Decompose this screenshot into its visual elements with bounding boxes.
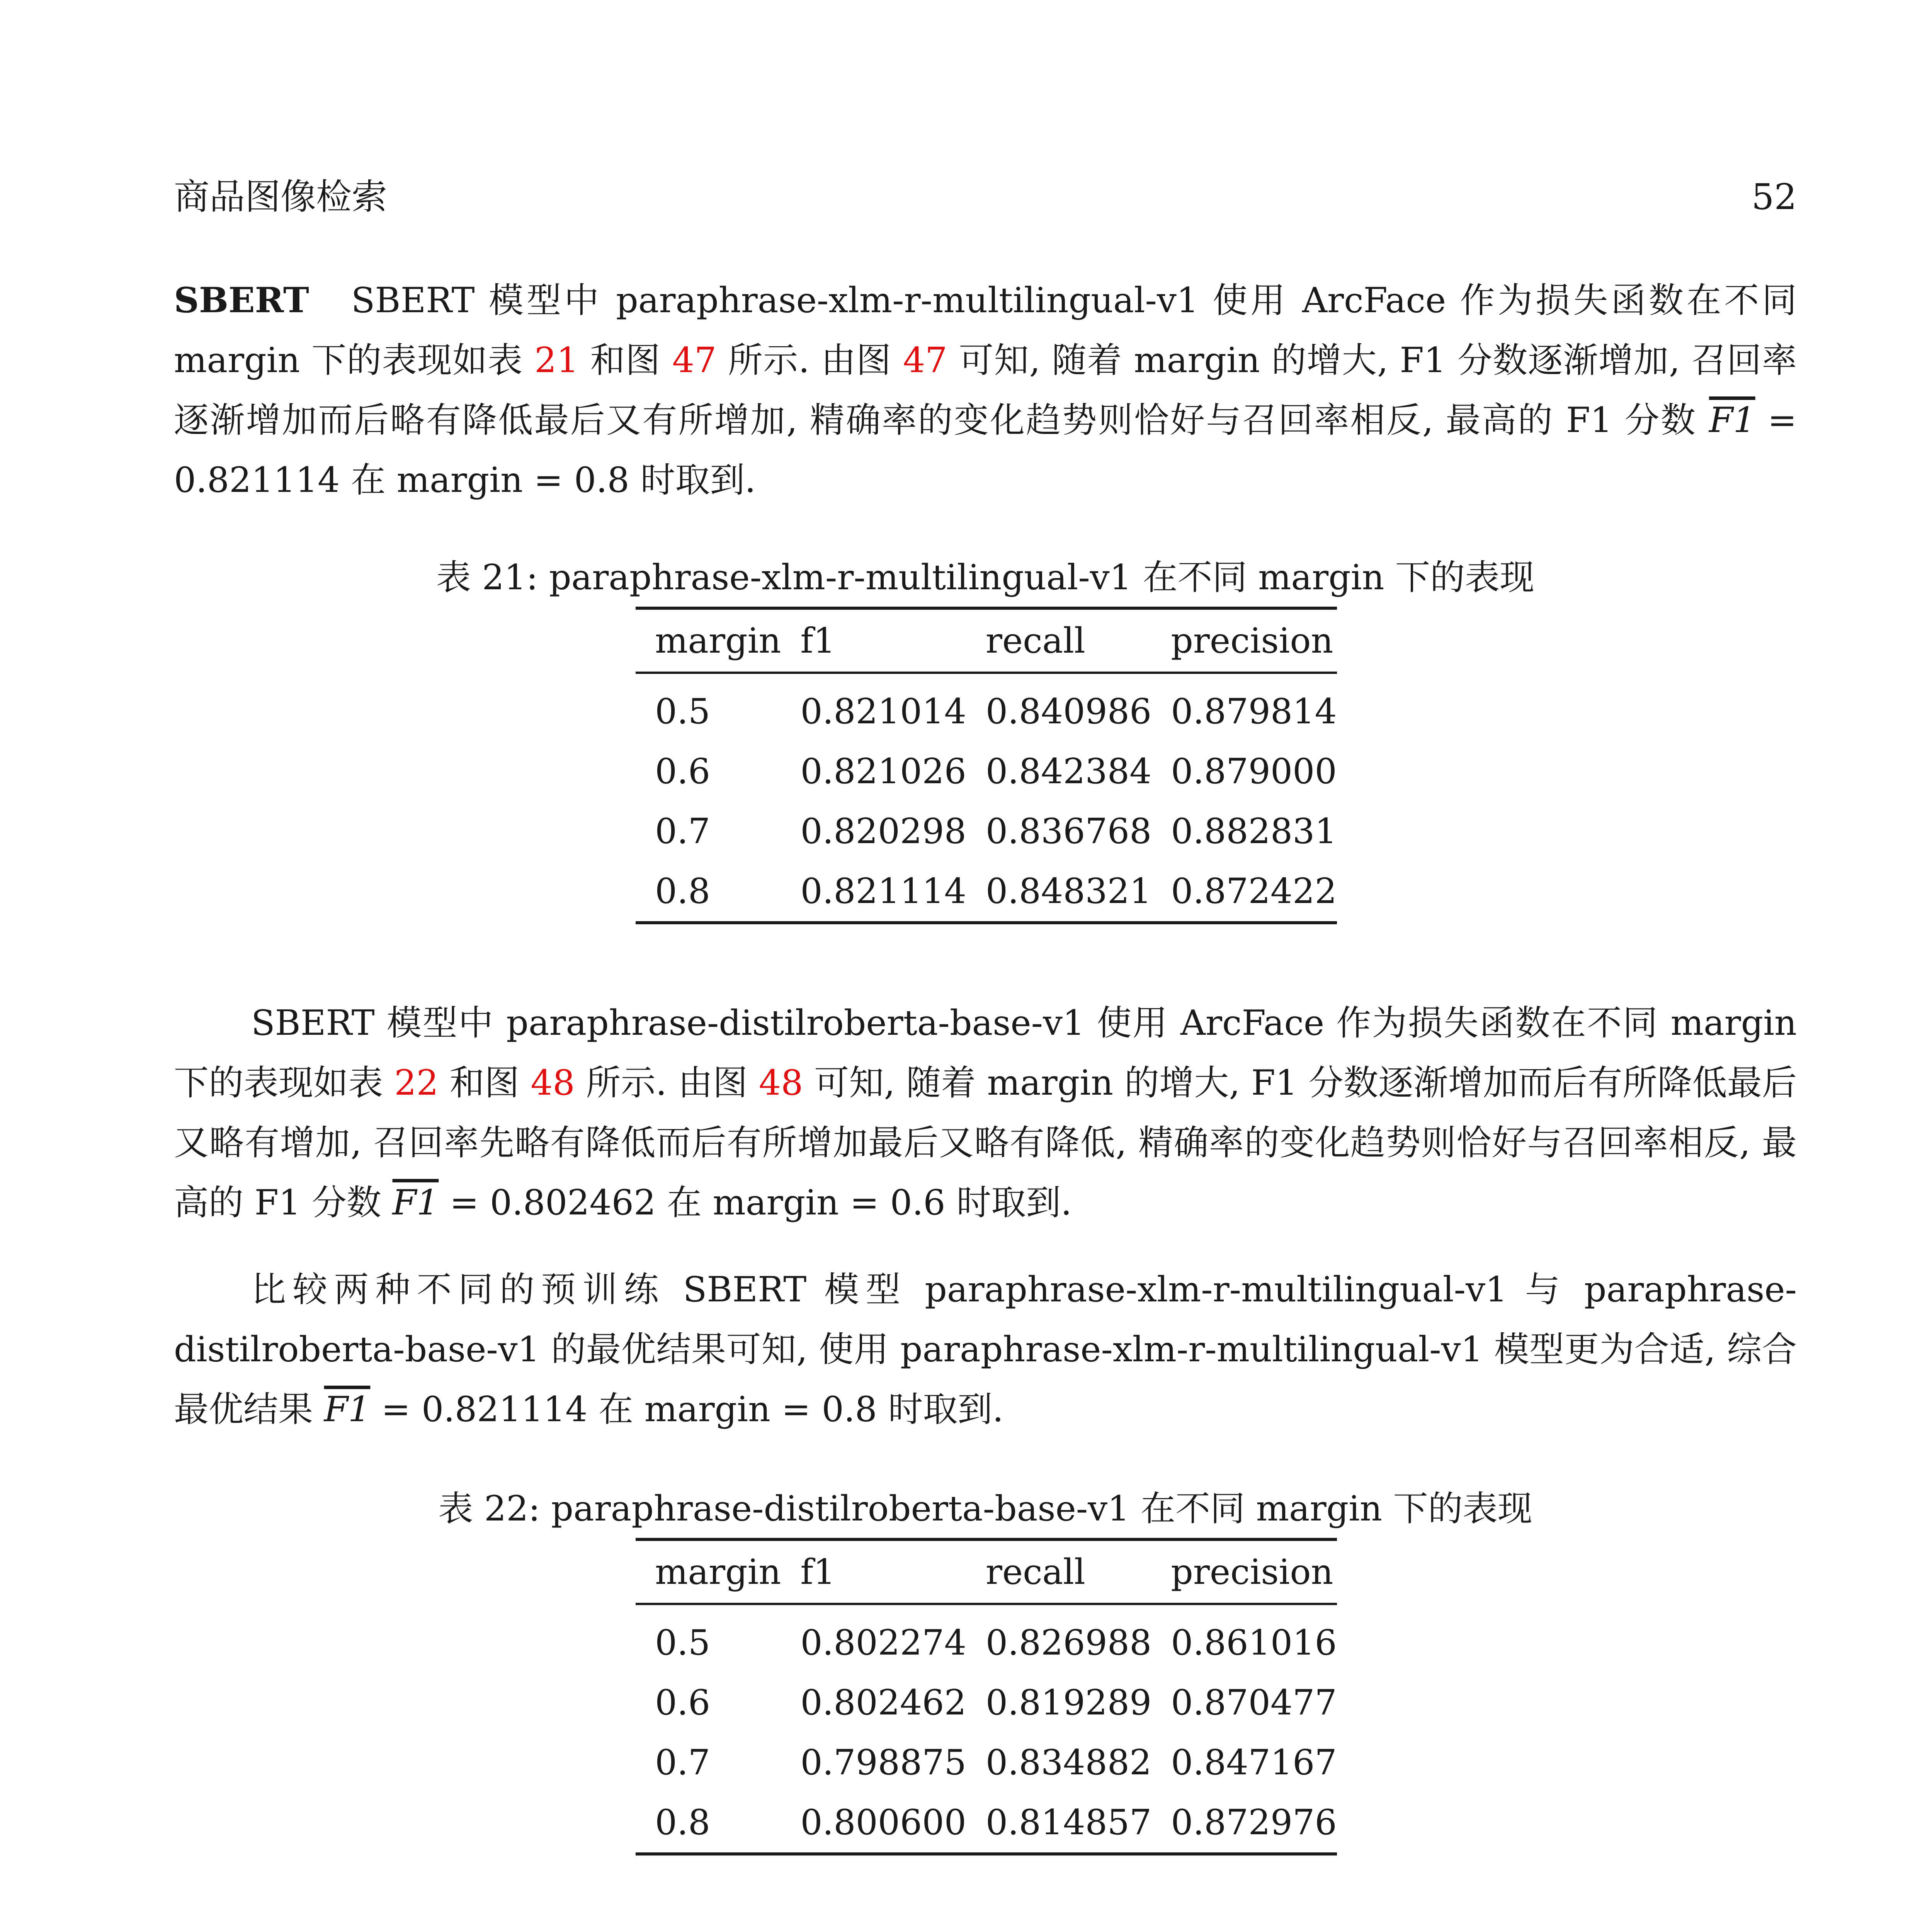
column-header: recall — [966, 608, 1151, 673]
figure-ref-link[interactable]: 48 — [759, 1063, 803, 1103]
text-run: 所示. 由图 — [575, 1063, 759, 1103]
table-row — [636, 801, 1337, 861]
table-row — [636, 1793, 1337, 1854]
table-cell: 0.821026 — [800, 751, 966, 792]
table-ref-link[interactable]: 22 — [394, 1063, 439, 1103]
paragraph-sbert-xlm — [174, 270, 1797, 510]
table-cell: 0.879814 — [1171, 691, 1337, 732]
table-cell: 0.840986 — [985, 691, 1152, 732]
text-run: 可知, 随着 margin 的增大, F1 分数逐渐增加而后有所降低最后又略有增加, 召回率先略有降低而后有所增加最后又略有降低, 精确率的变化趋势则恰好与召回率相反, 最高的 F1 分数 — [174, 1063, 1797, 1223]
table-cell: 0.7 — [655, 811, 711, 852]
table-header-row — [636, 608, 1337, 673]
table-row — [636, 673, 1337, 742]
table-cell: 0.820298 — [800, 811, 966, 852]
text-run: = 0.821114 在 margin = 0.8 时取到. — [174, 400, 1797, 500]
f1-bar-symbol: F1 — [1709, 400, 1755, 440]
table-21-caption: 表 21: paraphrase-xlm-r-multilingual-v1 在不同 margin 下的表现 — [436, 557, 1535, 598]
column-header: margin — [636, 608, 781, 673]
table-cell: 0.821114 — [781, 861, 966, 923]
text-run: 和图 — [438, 1063, 531, 1103]
table-cell: 0.872422 — [1151, 861, 1337, 923]
figure-ref-link[interactable]: 47 — [903, 340, 947, 381]
table-cell: 0.8 — [636, 861, 781, 923]
paragraph-comparison — [174, 1260, 1797, 1439]
column-header: recall — [966, 1539, 1151, 1604]
table-cell: 0.802462 — [800, 1682, 966, 1723]
table-21 — [636, 607, 1337, 924]
column-header: precision — [1151, 1539, 1337, 1604]
paragraph-sbert-distilroberta — [174, 993, 1797, 1233]
table-cell: 0.882831 — [1171, 811, 1337, 852]
table-row — [636, 742, 1337, 801]
table-row — [636, 1604, 1337, 1673]
table-cell: 0.821014 — [800, 691, 966, 732]
column-header: precision — [1151, 608, 1337, 673]
text-run: 可知, 随着 margin 的增大, F1 分数逐渐增加, 召回率逐渐增加而后略有降低最后又有所增加, 精确率的变化趋势则恰好与召回率相反, 最高的 F1 分数 — [174, 340, 1797, 440]
page-number: 52 — [1751, 176, 1797, 218]
table-cell: 0.6 — [655, 751, 711, 792]
table-cell: 0.836768 — [985, 811, 1152, 852]
table-cell: 0.6 — [655, 1682, 711, 1723]
table-cell: 0.870477 — [1171, 1682, 1337, 1723]
column-header: f1 — [781, 608, 966, 673]
paragraph-lead: SBERT — [174, 280, 309, 321]
text-run: 所示. 由图 — [716, 340, 903, 381]
table-cell: 0.848321 — [966, 861, 1151, 923]
text-run: 比较两种不同的预训练 SBERT 模型 paraphrase-xlm-r-multilingual-v1 与 paraphrase-distilroberta-base-v1 的最优结果可知, 使用 paraphrase-xlm-r-multilingual-v1 模型更为合适, 综合最优结果 — [174, 1269, 1797, 1430]
table-cell: 0.842384 — [985, 751, 1152, 792]
table-cell: 0.798875 — [800, 1742, 966, 1783]
table-cell: 0.826988 — [985, 1622, 1152, 1663]
table-cell: 0.819289 — [985, 1682, 1152, 1723]
table-cell: 0.834882 — [985, 1742, 1152, 1783]
table-cell: 0.814857 — [966, 1793, 1151, 1854]
table-cell: 0.8 — [636, 1793, 781, 1854]
text-run: = 0.821114 在 margin = 0.8 时取到. — [370, 1389, 1003, 1430]
table-header-row — [636, 1539, 1337, 1604]
text-run: SBERT 模型中 paraphrase-distilroberta-base-v1 使用 ArcFace 作为损失函数在不同 margin 下的表现如表 — [174, 1003, 1797, 1103]
f1-bar-symbol: F1 — [324, 1389, 371, 1430]
column-header: margin — [636, 1539, 781, 1604]
f1-bar-symbol: F1 — [392, 1182, 439, 1223]
figure-ref-link[interactable]: 47 — [672, 340, 717, 381]
table-cell: 0.879000 — [1171, 751, 1337, 792]
table-cell: 0.5 — [655, 691, 711, 732]
text-run: 和图 — [578, 340, 672, 381]
column-header: f1 — [781, 1539, 966, 1604]
table-cell: 0.861016 — [1171, 1622, 1337, 1663]
table-22 — [636, 1538, 1337, 1855]
text-run: SBERT 模型中 paraphrase-xlm-r-multilingual-v1 使用 ArcFace 作为损失函数在不同 margin 下的表现如表 — [174, 280, 1797, 381]
table-cell: 0.5 — [655, 1622, 711, 1663]
table-cell: 0.872976 — [1151, 1793, 1337, 1854]
table-cell: 0.847167 — [1171, 1742, 1337, 1783]
table-22-caption: 表 22: paraphrase-distilroberta-base-v1 在不同 margin 下的表现 — [438, 1488, 1532, 1529]
table-cell: 0.7 — [655, 1742, 711, 1783]
figure-ref-link[interactable]: 48 — [531, 1063, 575, 1103]
table-row — [636, 1673, 1337, 1733]
table-ref-link[interactable]: 21 — [534, 340, 579, 381]
text-run: = 0.802462 在 margin = 0.6 时取到. — [439, 1182, 1072, 1223]
table-row — [636, 1733, 1337, 1793]
running-header-title: 商品图像检索 — [174, 176, 388, 218]
table-row — [636, 861, 1337, 923]
table-cell: 0.802274 — [800, 1622, 966, 1663]
table-cell: 0.800600 — [781, 1793, 966, 1854]
